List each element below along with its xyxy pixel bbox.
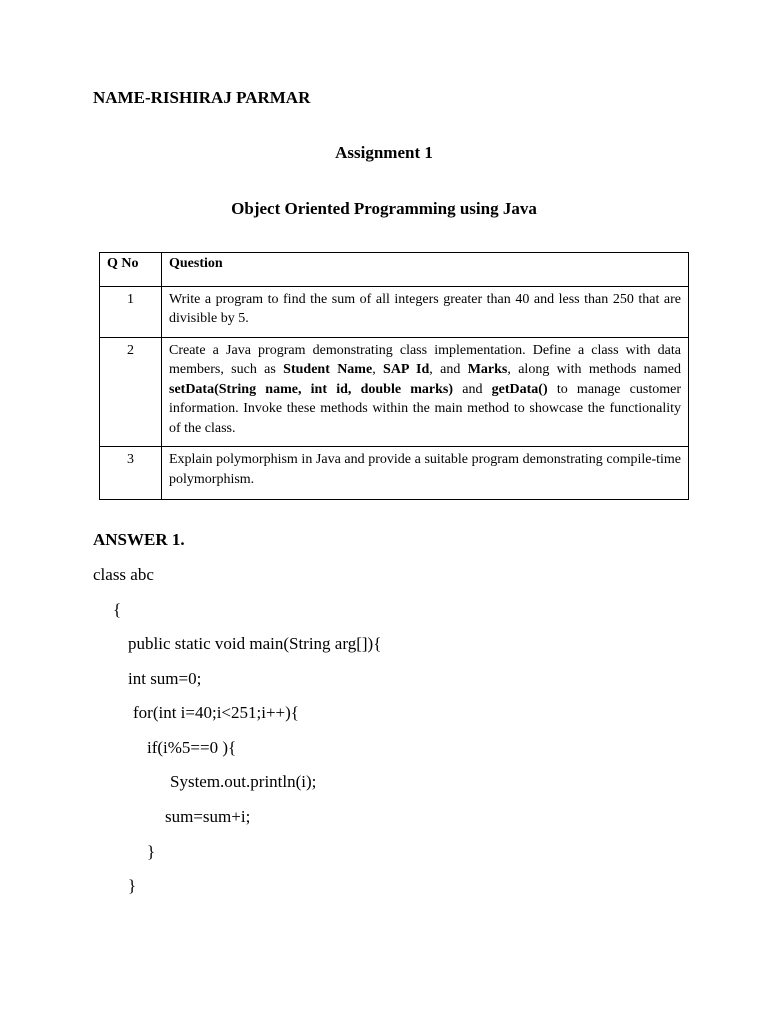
- code-line: }: [147, 842, 156, 861]
- question-bold-term: setData(String name, int id, double marks): [169, 381, 454, 397]
- question-number: 1: [100, 286, 162, 337]
- question-text-segment: , along with methods named: [507, 362, 681, 377]
- table-header-row: [100, 253, 689, 287]
- question-text-segment: Create a Java program demonstrating class implementation. Define a class with data members, such as: [169, 342, 681, 377]
- question-bold-term: Student Name: [283, 362, 373, 377]
- assignment-title: Assignment 1: [335, 143, 433, 162]
- student-name: NAME-RISHIRAJ PARMAR: [93, 88, 311, 107]
- header-qno: Q No: [100, 253, 162, 287]
- question-text-segment: Explain polymorphism in Java and provide a suitable program demonstrating compile-time polymorphism.: [169, 452, 681, 487]
- code-line: if(i%5==0 ){: [147, 738, 237, 757]
- question-text-segment: , and: [429, 362, 468, 377]
- question-bold-term: getData(): [491, 381, 548, 397]
- table-row: [100, 337, 689, 447]
- question-text: [162, 447, 689, 500]
- question-text-segment: Write a program to find the sum of all integers greater than 40 and less than 250 that are divisible by 5.: [169, 291, 681, 326]
- question-number: 3: [100, 447, 162, 500]
- subject-title: Object Oriented Programming using Java: [231, 199, 537, 218]
- question-bold-term: SAP Id: [383, 362, 430, 377]
- code-line: }: [128, 876, 137, 895]
- code-line: public static void main(String arg[]){: [128, 634, 382, 653]
- questions-table: [99, 252, 689, 500]
- answer-heading: ANSWER 1.: [93, 530, 185, 549]
- question-text-segment: and: [453, 381, 492, 397]
- question-bold-term: Marks: [467, 362, 508, 377]
- code-line: int sum=0;: [128, 669, 202, 688]
- code-line: for(int i=40;i<251;i++){: [133, 703, 299, 722]
- question-text-segment: to manage customer information. Invoke these methods within the main method to showcase the functionality of the class.: [169, 381, 681, 436]
- code-line: {: [113, 600, 122, 619]
- question-text-segment: ,: [372, 362, 384, 377]
- question-text: [162, 286, 689, 337]
- header-question: Question: [162, 253, 689, 287]
- table-row: [100, 447, 689, 500]
- question-number: 2: [100, 337, 162, 447]
- code-line: sum=sum+i;: [165, 807, 251, 826]
- table-row: [100, 286, 689, 337]
- question-text: [162, 337, 689, 447]
- code-line: System.out.println(i);: [170, 772, 317, 791]
- code-line: class abc: [93, 565, 154, 584]
